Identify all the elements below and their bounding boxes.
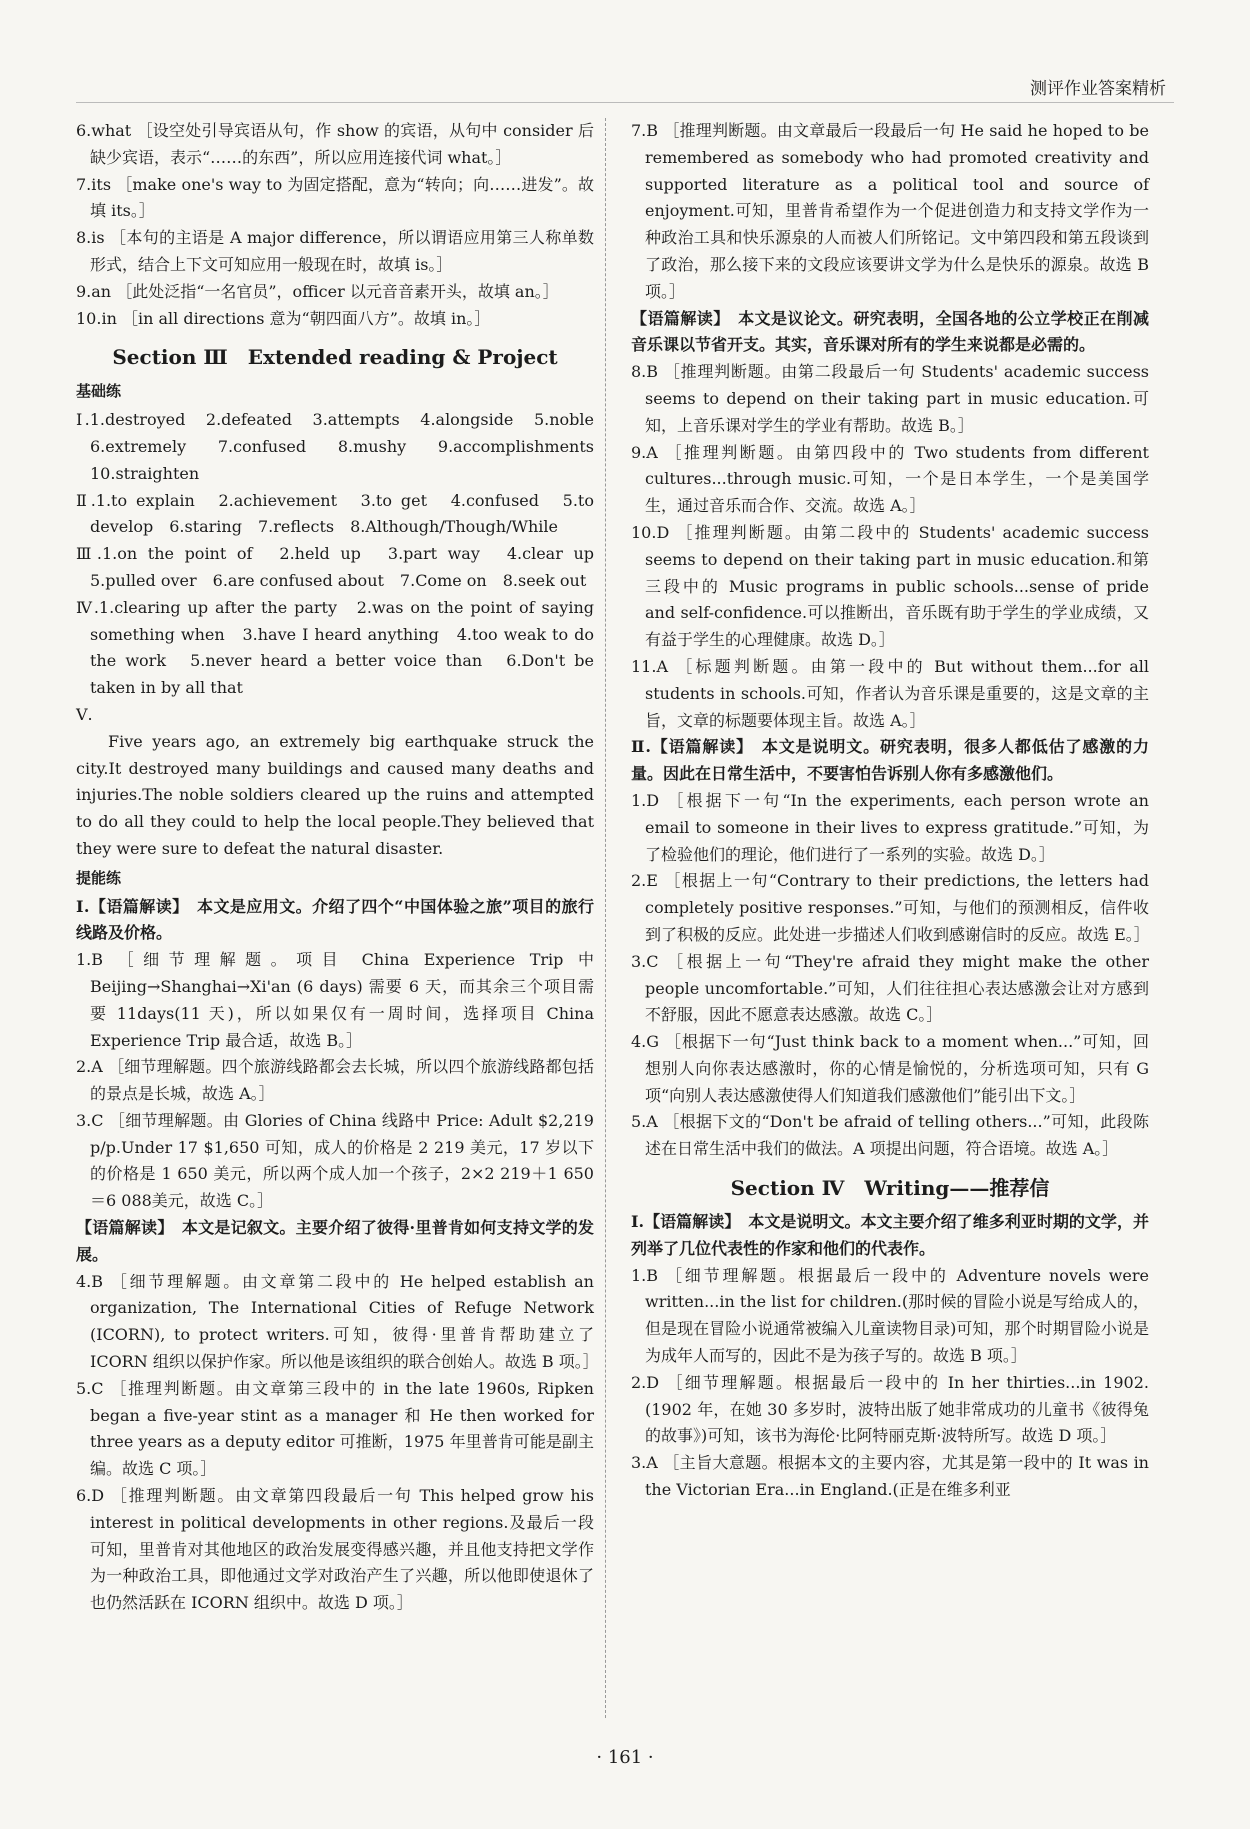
answer-item: Ⅳ.1.clearing up after the party 2.was on the point of saying something when 3.have I heard anything 4.too weak to do the work 5.never heard a better voice than 6.Don't be taken in by all that bbox=[76, 597, 594, 698]
passage-note: Ⅱ.【语篇解读】 本文是说明文。研究表明，很多人都低估了感激的力量。因此在日常生活中，不要害怕告诉别人你有多感激他们。 bbox=[631, 737, 1149, 784]
answer-item: 5.A ［根据下文的“Don't be afraid of telling others...”可知，此段陈述在日常生活中我们的做法。A 项提出问题，符合语境。故选 A。］ bbox=[631, 1112, 1149, 1159]
answer-item: Ⅰ.1.destroyed 2.defeated 3.attempts 4.alongside 5.noble 6.extremely 7.confused 8.mushy 9.accomplishments 10.straighten bbox=[76, 410, 611, 483]
passage-note: 【语篇解读】 本文是记叙文。主要介绍了彼得·里普肯如何支持文学的发展。 bbox=[76, 1218, 594, 1264]
answer-item: 7.B ［推理判断题。由文章最后一段最后一句 He said he hoped to be remembered as somebody who had promoted creativity and supported literature as a political tool and source of enjoyment.可知，里普肯希望作为一个促进创造力和支持文学作为一种政治工具和快乐源泉的人而被人们所铭记。文中第四段和第五段谈到了政治，那么接下来的文段应该要讲文学为什么是快乐的源泉。故选 B 项。］ bbox=[631, 121, 1149, 301]
page-header-title: 测评作业答案精析 bbox=[1030, 79, 1166, 99]
section-title: Section Ⅳ Writing——推荐信 bbox=[730, 1176, 1050, 1201]
answer-item: 5.C ［推理判断题。由文章第三段中的 in the late 1960s, Ripken began a five-year stint as a manager 和 He then worked for three years as a deputy editor 可推断，1975 年里普肯可能是副主编。故选 C 项。］ bbox=[76, 1378, 594, 1479]
answer-item: 1.B ［细节理解题。根据最后一段中的 Adventure novels were written...in the list for children.(那时候的冒险小说是写给成人的，但是现在冒险小说通常被编入儿童读物目录)可知，那个时期冒险小说是为成年人而写的，因此不是为孩子写的。故选 B 项。］ bbox=[631, 1265, 1149, 1366]
answer-item: 2.E ［根据上一句“Contrary to their predictions, the letters had completely positive responses.”可知，与他们的预测相反，信件收到了积极的反应。此处进一步描述人们收到感谢信时的反应。故选 E。］ bbox=[631, 871, 1150, 944]
right-column bbox=[631, 118, 1149, 1504]
passage-note: 【语篇解读】 本文是议论文。研究表明，全国各地的公立学校正在削减音乐课以节省开支。其实，音乐课对所有的学生来说都是必需的。 bbox=[631, 308, 1149, 355]
answer-item: 9.an ［此处泛指“一名官员”，officer 以元音音素开头，故填 an。］ bbox=[76, 281, 559, 301]
page-number: · 161 · bbox=[596, 1747, 654, 1768]
answer-item: 10.in ［in all directions 意为“朝四面八方”。故填 in。］ bbox=[76, 308, 491, 328]
answer-item: 9.A ［推理判断题。由第四段中的 Two students from different cultures...through music.可知，一个是日本学生，一个是美国学生，通过音乐而合作、交流。故选 A。］ bbox=[631, 442, 1149, 516]
answer-item: 3.C ［细节理解题。由 Glories of China 线路中 Price: Adult $2,219 p/p.Under 17 $1,650 可知，成人的价格是 2 219 美元，17 岁以下的价格是 1 650 美元，所以两个成人加一个孩子，2×2 219＋1 650＝6 088美元，故选 C。］ bbox=[76, 1110, 594, 1211]
answer-item: 6.D ［推理判断题。由文章第四段最后一句 This helped grow his interest in political developments in other regions.及最后一段可知，里普肯对其他地区的政治发展变得感兴趣，并且他支持把文学作为一种政治工具，即他通过文学对政治产生了兴趣，所以他即使退休了也仍然活跃在 ICORN 组织中。故选 D 项。］ bbox=[76, 1486, 594, 1613]
answer-item: Ⅱ.1.to explain 2.achievement 3.to get 4.confused 5.to develop 6.staring 7.reflects 8.Although/Though/While bbox=[76, 490, 594, 537]
answer-item: 10.D ［推理判断题。由第二段中的 Students' academic success seems to depend on their taking part in music education.和第三段中的 Music programs in public schools...sense of pride and self-confidence.可以推断出，音乐既有助于学生的学业成绩，又有益于学生的心理健康。故选 D。］ bbox=[631, 522, 1149, 650]
answer-item: 8.is ［本句的主语是 A major difference，所以谓语应用第三人称单数形式，结合上下文可知应用一般现在时，故填 is。］ bbox=[76, 228, 594, 274]
answer-item: 11.A ［标题判断题。由第一段中的 But without them...for all students in schools.可知，作者认为音乐课是重要的，这是文章的主旨，文章的标题要体现主旨。故选 A。］ bbox=[631, 656, 1149, 730]
subsection-label: 提能练 bbox=[76, 868, 122, 887]
column-divider bbox=[605, 118, 606, 1718]
answer-item: 6.what ［设空处引导宾语从句，作 show 的宾语，从句中 consider 后缺少宾语，表示“……的东西”，所以应用连接代词 what。］ bbox=[76, 121, 594, 167]
essay-paragraph: Five years ago, an extremely big earthquake struck the city.It destroyed many buildings and caused many deaths and injuries.The noble soldiers cleared up the ruins and attempted to do all they could to help the local people.They believed that they were sure to defeat the natural disaster. bbox=[76, 731, 594, 858]
answer-item: 3.A ［主旨大意题。根据本文的主要内容，尤其是第一段中的 It was in the Victorian Era...in England.(正是在维多利亚 bbox=[631, 1453, 1149, 1500]
header-rule bbox=[76, 102, 1174, 103]
answer-item: 4.B ［细节理解题。由文章第二段中的 He helped establish an organization, The International Cities of Refuge Network (ICORN), to protect writers.可知，彼得·里普肯帮助建立了 ICORN 组织以保护作家。所以他是该组织的联合创始人。故选 B 项。］ bbox=[76, 1271, 599, 1372]
answer-item: Ⅴ. bbox=[76, 704, 93, 724]
answer-item: 1.D ［根据下一句“In the experiments, each person wrote an email to someone in their lives to express gratitude.”可知，为了检验他们的理论，他们进行了一系列的实验。故选 D。］ bbox=[631, 790, 1149, 864]
answer-item: 3.C ［根据上一句“They're afraid they might make the other people uncomfortable.”可知，人们往往担心表达感激会让对方感到不舒服，因此不愿意表达感激。故选 C。］ bbox=[631, 951, 1149, 1025]
answer-item: 7.its ［make one's way to 为固定搭配，意为“转向；向……进发”。故填 its。］ bbox=[76, 174, 594, 221]
answer-item: 8.B ［推理判断题。由第二段最后一句 Students' academic success seems to depend on their taking part in music education.可知，上音乐课对学生的学业有帮助。故选 B。］ bbox=[631, 362, 1149, 435]
answer-item: 1.B ［细节理解题。项目 China Experience Trip 中 Beijing→Shanghai→Xi'an (6 days) 需要 6 天，而其余三个项目需要 11days(11 天)，所以如果仅有一周时间，选择项目 China Experience Trip 最合适，故选 B。］ bbox=[76, 950, 594, 1050]
answer-item: 2.A ［细节理解题。四个旅游线路都会去长城，所以四个旅游线路都包括的景点是长城，故选 A。］ bbox=[76, 1057, 594, 1104]
answer-item: 2.D ［细节理解题。根据最后一段中的 In her thirties...in 1902.(1902 年，在她 30 多岁时，波特出版了她非常成功的儿童书《彼得兔的故事》)可知，该书为海伦·比阿特丽克斯·波特所写。故选 D 项。］ bbox=[631, 1372, 1149, 1446]
answer-item: 4.G ［根据下一句“Just think back to a moment when...”可知，回想别人向你表达感激时，你的心情是愉悦的，分析选项可知，只有 G 项“向别人表达感激使得人们知道我们感激他们”能引出下文。］ bbox=[631, 1032, 1149, 1105]
answer-item: Ⅲ.1.on the point of 2.held up 3.part way 4.clear up 5.pulled over 6.are confused about 7.Come on 8.seek out bbox=[76, 544, 611, 590]
passage-note: Ⅰ.【语篇解读】 本文是应用文。介绍了四个“中国体验之旅”项目的旅行线路及价格。 bbox=[76, 896, 594, 943]
left-column bbox=[76, 118, 611, 1617]
section-title: Section Ⅲ Extended reading & Project bbox=[112, 345, 558, 370]
subsection-label: 基础练 bbox=[76, 382, 122, 401]
passage-note: Ⅰ.【语篇解读】 本文是说明文。本文主要介绍了维多利亚时期的文学，并列举了几位代表性的作家和他们的代表作。 bbox=[631, 1212, 1149, 1258]
